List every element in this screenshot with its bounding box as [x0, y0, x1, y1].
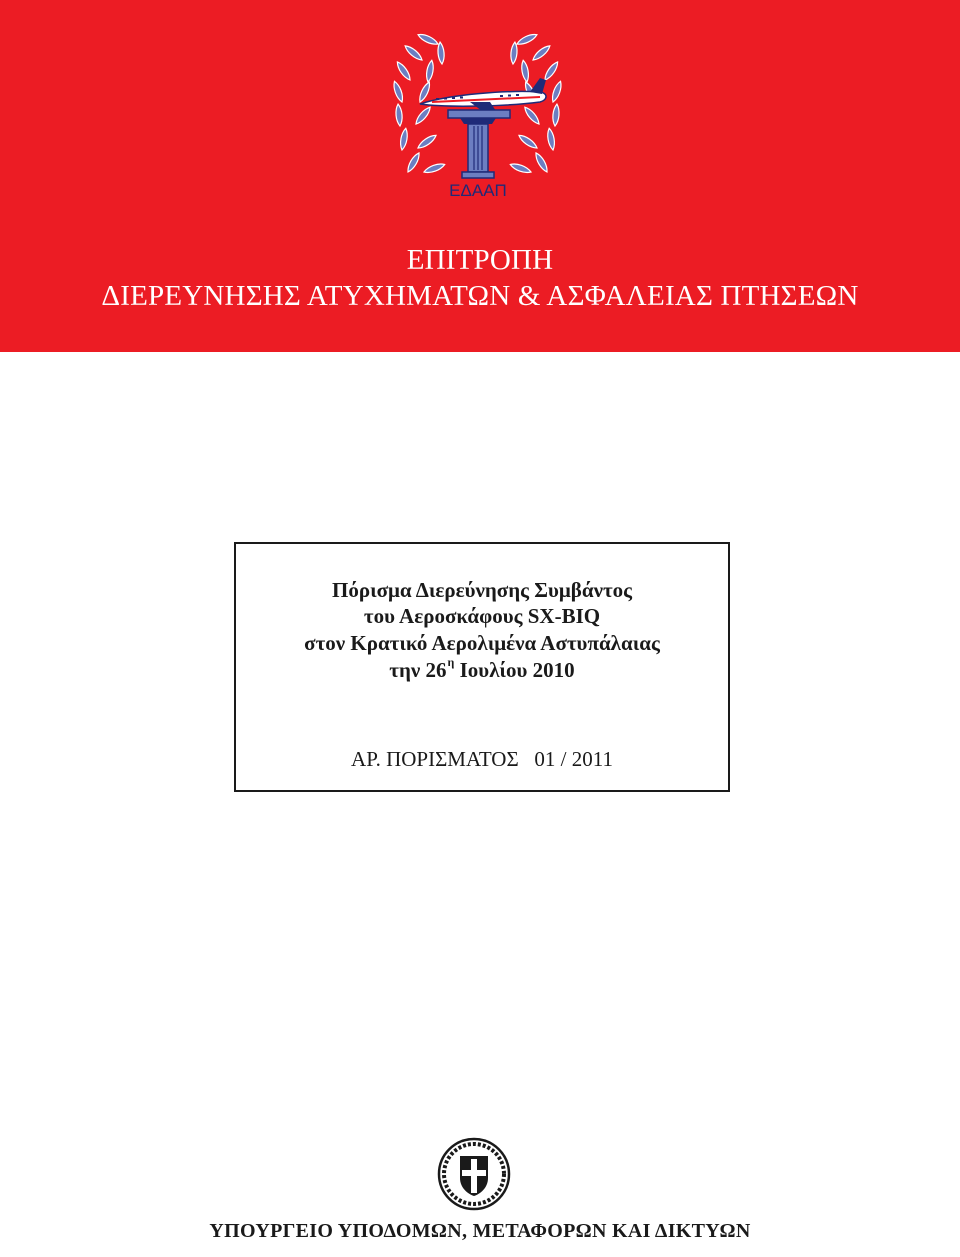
logo-text: ΕΔΑΑΠ — [449, 181, 507, 200]
org-name-line-2: ΔΙΕΡΕΥΝΗΣΗΣ ΑΤΥΧΗΜΑΤΩΝ & ΑΣΦΑΛΕΙΑΣ ΠΤΗΣΕΩΝ — [101, 280, 859, 312]
org-name-line-1: ΕΠΙΤΡΟΠΗ — [406, 244, 554, 276]
ministry-name: ΥΠΟΥΡΓΕΙΟ ΥΠΟΔΟΜΩΝ, ΜΕΤΑΦΟΡΩΝ ΚΑΙ ΔΙΚΤΥΩΝ — [209, 1220, 751, 1242]
report-number: ΑΡ. ΠΟΡΙΣΜΑΤΟΣ 01 / 2011 — [351, 747, 613, 771]
hellenic-coat-of-arms-icon — [436, 1136, 512, 1212]
report-date-ordinal: η — [447, 655, 455, 669]
column-icon — [448, 110, 510, 178]
report-date-suffix: Ιουλίου 2010 — [454, 658, 575, 682]
report-date-prefix: την 26 — [389, 658, 447, 682]
report-title-line-2: του Αεροσκάφους SX-BIQ — [363, 604, 601, 628]
report-title-box — [234, 542, 730, 792]
report-title-line-4 — [236, 655, 728, 683]
header-banner — [0, 0, 960, 352]
report-title-line-3: στον Κρατικό Αερολιμένα Αστυπάλαιας — [304, 631, 660, 655]
report-title-line-1: Πόρισμα Διερεύνησης Συμβάντος — [332, 578, 632, 602]
edaap-logo-icon — [390, 22, 565, 207]
